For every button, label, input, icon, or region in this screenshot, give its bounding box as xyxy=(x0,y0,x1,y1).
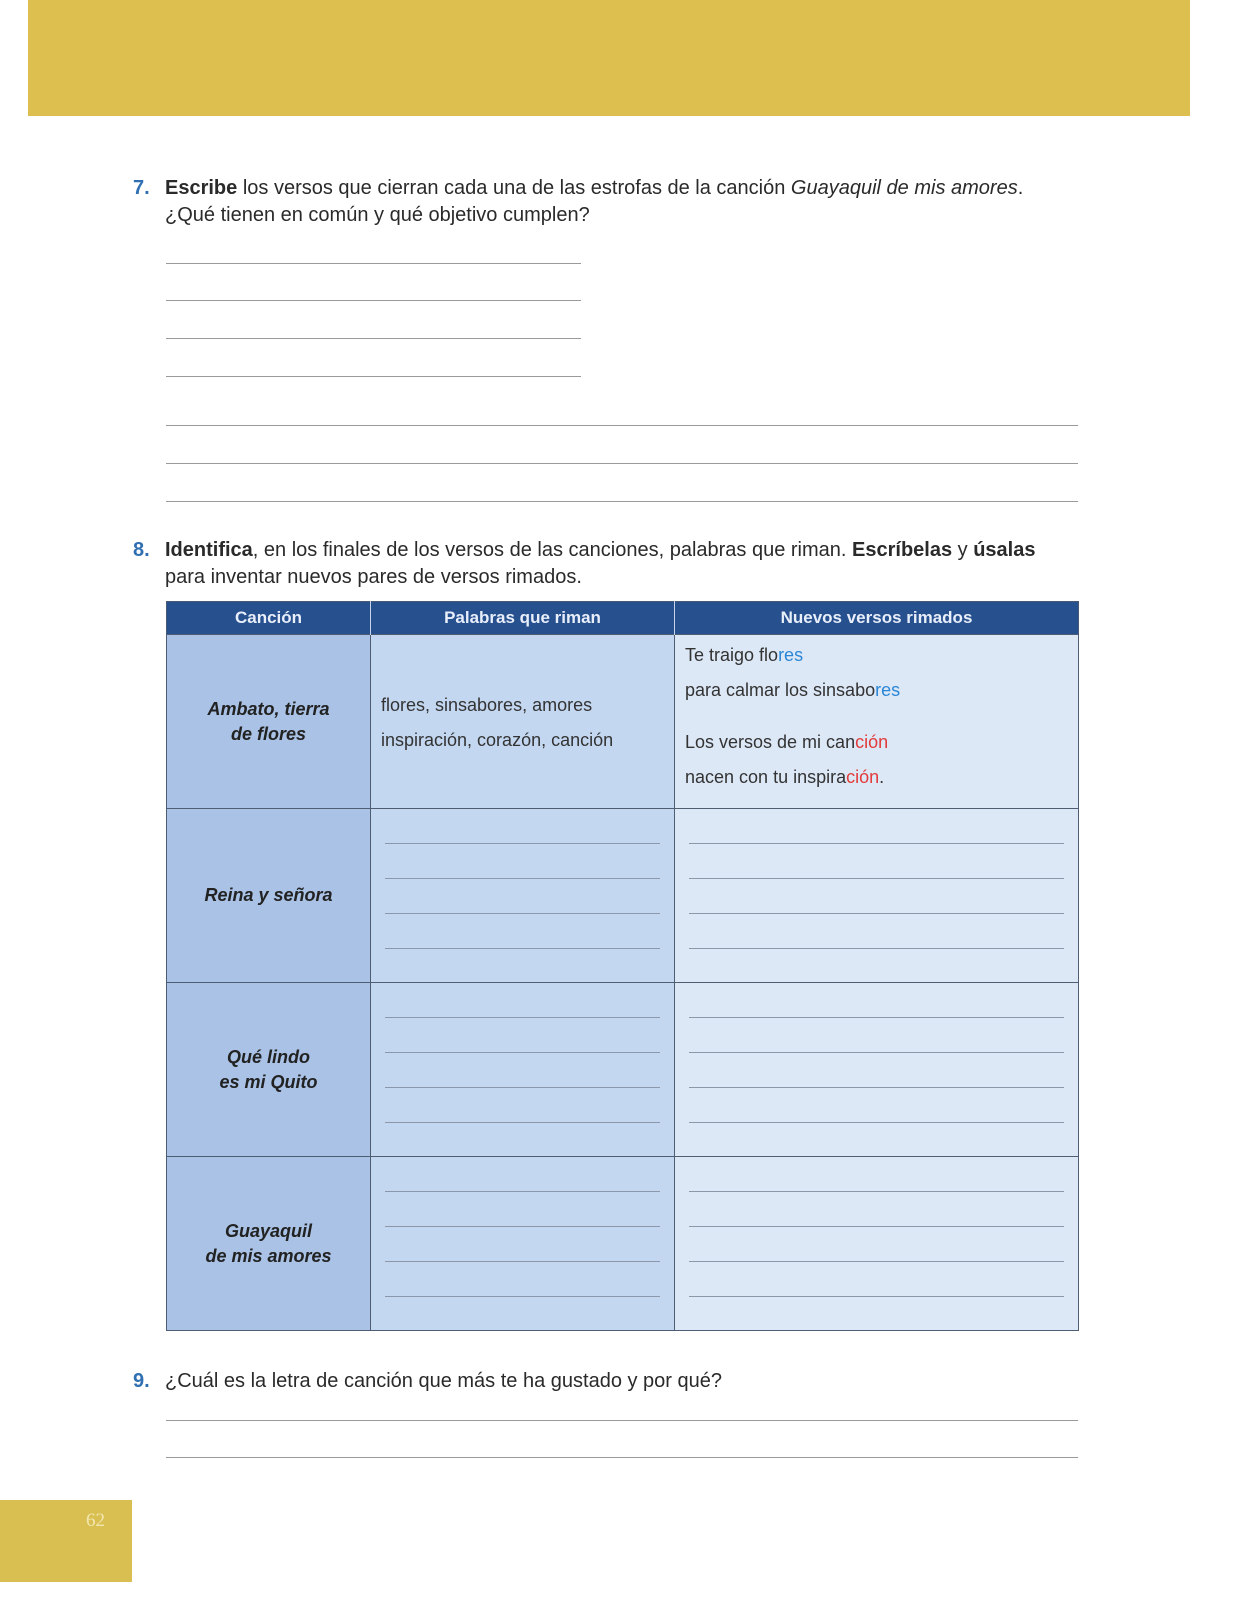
answer-line[interactable] xyxy=(385,1191,660,1192)
answer-line[interactable] xyxy=(385,913,660,914)
answer-line[interactable] xyxy=(166,425,1078,426)
example-words-cell xyxy=(371,635,675,809)
verse-tail: . xyxy=(879,767,885,787)
verses-answer-cell[interactable] xyxy=(675,809,1079,983)
verses-answer-cell[interactable] xyxy=(675,1157,1079,1331)
table-row xyxy=(167,809,1079,983)
example-verse xyxy=(685,767,884,788)
song-title: Guayaquil de mis amores xyxy=(790,177,1018,199)
example-words: inspiración, corazón, canción xyxy=(381,730,614,750)
example-words: flores, sinsabores, amores xyxy=(381,695,593,715)
verse-rhyme: res xyxy=(875,680,901,700)
instruction-verb: Identifica xyxy=(165,539,253,561)
answer-line[interactable] xyxy=(689,1052,1064,1053)
table-row xyxy=(167,635,1079,809)
words-answer-cell[interactable] xyxy=(371,983,675,1157)
question-number: 8. xyxy=(133,539,150,561)
question-number: 7. xyxy=(133,177,150,199)
instruction-verb: Escribe xyxy=(165,177,238,199)
instruction-verb: úsalas xyxy=(973,539,1036,561)
answer-line[interactable] xyxy=(166,338,581,339)
answer-line[interactable] xyxy=(385,878,660,879)
answer-line[interactable] xyxy=(385,1052,660,1053)
words-answer-cell[interactable] xyxy=(371,1157,675,1331)
verse-base: nacen con tu inspira xyxy=(685,767,847,787)
table-row xyxy=(167,1157,1079,1331)
question-text: ¿Cuál es la letra de canción que más te ha gustado y por qué? xyxy=(165,1370,723,1392)
page-number: 62 xyxy=(86,1510,105,1531)
question-number: 9. xyxy=(133,1370,150,1392)
answer-line[interactable] xyxy=(385,1087,660,1088)
song-name xyxy=(167,1157,371,1331)
table-row xyxy=(167,983,1079,1157)
question-text-part: los versos que cierran cada una de las estrofas de la canción xyxy=(237,177,791,199)
instruction-verb: Escríbelas xyxy=(852,539,953,561)
answer-line[interactable] xyxy=(385,1226,660,1227)
answer-line[interactable] xyxy=(385,1261,660,1262)
verse-base: Los versos de mi can xyxy=(685,732,856,752)
song-name-line: Guayaquil de mis amores xyxy=(205,1220,332,1266)
answer-line[interactable] xyxy=(689,843,1064,844)
answer-line[interactable] xyxy=(166,1420,1078,1421)
song-name xyxy=(167,983,371,1157)
verse-base: Te traigo flo xyxy=(685,645,779,665)
question-text xyxy=(165,537,1075,591)
question-text-part: y xyxy=(952,539,974,561)
answer-line[interactable] xyxy=(689,1017,1064,1018)
question-text-part: , en los finales de los versos de las canciones, palabras que riman. xyxy=(252,539,853,561)
verses-answer-cell[interactable] xyxy=(675,983,1079,1157)
answer-line[interactable] xyxy=(385,1122,660,1123)
rhyme-table xyxy=(166,601,1079,1331)
table-header-row xyxy=(167,602,1079,635)
answer-line[interactable] xyxy=(689,878,1064,879)
verse-rhyme: res xyxy=(778,645,804,665)
verse-rhyme: ción xyxy=(855,732,889,752)
example-verse xyxy=(685,645,803,666)
answer-line[interactable] xyxy=(689,1191,1064,1192)
example-verse xyxy=(685,732,888,753)
answer-line[interactable] xyxy=(385,1017,660,1018)
question-text xyxy=(165,175,1065,229)
answer-line[interactable] xyxy=(166,463,1078,464)
top-color-band xyxy=(28,0,1190,116)
song-name-line: Qué lindo es mi Quito xyxy=(219,1046,318,1092)
answer-line[interactable] xyxy=(689,1122,1064,1123)
column-header-song: Canción xyxy=(167,602,371,635)
question-text-part: . ¿Qué tienen en común y qué objetivo cumplen? xyxy=(165,177,1024,226)
page-number-box xyxy=(0,1500,132,1582)
answer-line[interactable] xyxy=(385,948,660,949)
answer-line[interactable] xyxy=(166,376,581,377)
answer-line[interactable] xyxy=(689,1261,1064,1262)
song-name-line: Ambato, tierra de flores xyxy=(207,698,330,744)
example-verse xyxy=(685,680,900,701)
verse-rhyme: ción xyxy=(846,767,880,787)
answer-line[interactable] xyxy=(385,1296,660,1297)
verse-base: para calmar los sinsabo xyxy=(685,680,876,700)
example-verses-cell xyxy=(675,635,1079,809)
answer-line[interactable] xyxy=(689,1226,1064,1227)
column-header-verses: Nuevos versos rimados xyxy=(675,602,1079,635)
answer-line[interactable] xyxy=(166,300,581,301)
answer-line[interactable] xyxy=(166,1457,1078,1458)
answer-line[interactable] xyxy=(166,501,1078,502)
song-name xyxy=(167,809,371,983)
answer-line[interactable] xyxy=(689,1296,1064,1297)
question-text-part: para inventar nuevos pares de versos rimados. xyxy=(165,566,582,588)
answer-line[interactable] xyxy=(689,913,1064,914)
answer-line[interactable] xyxy=(689,1087,1064,1088)
column-header-words: Palabras que riman xyxy=(371,602,675,635)
answer-line[interactable] xyxy=(689,948,1064,949)
song-name-line: Reina y señora xyxy=(204,885,333,905)
song-name xyxy=(167,635,371,809)
answer-line[interactable] xyxy=(385,843,660,844)
answer-line[interactable] xyxy=(166,263,581,264)
words-answer-cell[interactable] xyxy=(371,809,675,983)
